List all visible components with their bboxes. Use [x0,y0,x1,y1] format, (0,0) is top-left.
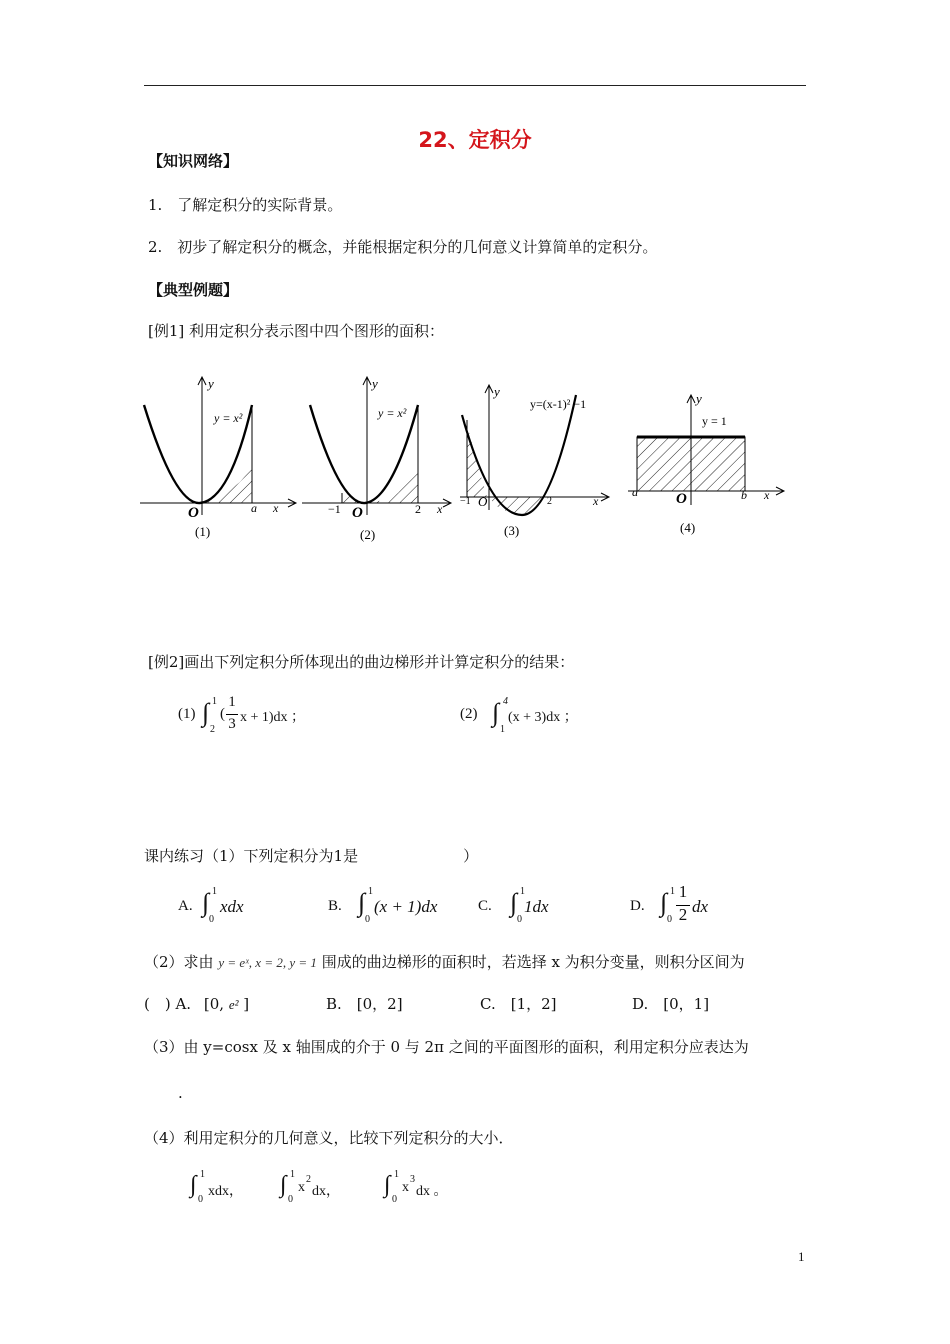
figure-1-tick-a: a [251,501,257,515]
figure-3-equation: y=(x-1)² −1 [530,397,587,411]
practice-q1-options: A. ∫ 1 0 xdx B. ∫ 1 0 (x + 1)dx C. ∫ 1 0 1dx D. ∫ 1 0 1 2 dx [178,882,709,925]
example-2-item-2-lower: 1 [500,724,505,735]
figure-1-y-label: y [208,376,214,391]
figure-4-tick-a: a [632,485,638,499]
integral-sign-icon: ∫ [190,1172,197,1198]
figure-2-x-label: x [437,502,443,516]
figure-3 [460,384,609,538]
practice-q2-math: y = eˣ, x = 2, y = 1 [218,955,317,970]
page-number: 1 [798,1249,805,1264]
figure-4 [628,391,784,535]
figure-2 [302,376,451,542]
figure-1 [140,376,296,539]
example-2-item-1-frac-num: 1 [228,694,236,710]
figure-4-equation: y = 1 [702,414,727,428]
example-2-item-1-frac-den: 3 [228,716,236,732]
integral-sign-icon: ∫ [202,888,210,917]
practice-q2: （2）求由 y = eˣ, x = 2, y = 1 围成的曲边梯形的面积时，若选择 x 为积分变量，则积分区间为 [144,953,745,971]
integral-sign-icon: ∫ [358,888,366,917]
integral-sign-icon: ∫ [492,698,500,727]
practice-q2-option-b: B. [0，2] [326,995,403,1013]
integral-sign-icon: ∫ [510,888,518,917]
practice-q4-integrals: ∫ 1 0 xdx， ∫ 1 0 x 2 dx， ∫ 1 0 x 3 dx 。 [190,1169,448,1205]
figure-2-tick-2: 2 [415,502,421,516]
knowledge-item-2: 2. 初步了解定积分的概念，并能根据定积分的几何意义计算简单的定积分。 [148,238,658,256]
figure-2-tick-neg1: −1 [328,502,341,516]
example-2-item-2-body: (x + 3)dx ； [508,710,578,725]
figure-1-label: (1) [195,524,211,539]
figure-4-tick-b: b [741,488,747,502]
practice-q2-options: ( ) A. [0, e² ] [144,995,250,1013]
header-rule [144,85,806,86]
figure-3-tick-neg1: −1 [460,496,471,507]
figure-1-x-label: x [273,501,279,515]
figure-4-y-label: y [696,391,702,406]
figure-1-origin: O [188,505,199,521]
example-2-item-2-upper: 4 [503,696,508,707]
integral-sign-icon: ∫ [280,1172,287,1198]
figure-4-x-label: x [764,488,770,502]
practice-q1: 课内练习（1）下列定积分为1是 ） [144,847,479,865]
page-title: 22、定积分 [418,128,532,152]
example-2-item-1-upper: 1 [212,696,217,707]
example-2-item-1-body: x + 1)dx ； [240,710,306,725]
figure-3-y-label: y [494,384,500,399]
figure-3-x-label: x [593,494,599,508]
figure-3-label: (3) [504,523,520,538]
figure-3-tick-2: 2 [547,496,552,507]
practice-q4: （4）利用定积分的几何意义，比较下列定积分的大小． [144,1129,514,1147]
example-2-item-1-open: ( [220,706,225,722]
figure-2-label: (2) [360,527,376,542]
practice-q3-dot: . [178,1084,183,1102]
practice-q2-option-d: D. [0，1] [632,995,710,1013]
figure-2-equation: y = x² [378,406,407,420]
example-2-item-2-num: (2) [460,706,478,722]
example-2-item-1-num: (1) [178,706,196,722]
knowledge-heading: 【知识网络】 [148,152,239,170]
examples-heading: 【典型例题】 [148,281,239,299]
figure-3-origin: O [478,494,488,509]
practice-q2-option-c: C. [1，2] [480,995,557,1013]
example-1-text: [例1] 利用定积分表示图中四个图形的面积： [148,322,445,340]
integral-sign-icon: ∫ [202,698,210,727]
example-2-item-1-lower: 2 [210,724,215,735]
integral-sign-icon: ∫ [384,1172,391,1198]
figure-2-origin: O [352,505,363,521]
figure-4-origin: O [676,491,687,507]
figure-2-y-label: y [372,376,378,391]
knowledge-item-1: 1. 了解定积分的实际背景。 [148,196,343,214]
integral-sign-icon: ∫ [660,888,668,917]
figure-4-label: (4) [680,520,696,535]
example-1-figures [130,365,800,550]
figure-1-equation: y = x² [214,411,243,425]
practice-q3: （3）由 y=cosx 及 x 轴围成的介于 0 与 2π 之间的平面图形的面积，利用定积分应表达为 [144,1038,749,1056]
example-2-text: [例2]画出下列定积分所体现出的曲边梯形并计算定积分的结果： [148,653,575,671]
